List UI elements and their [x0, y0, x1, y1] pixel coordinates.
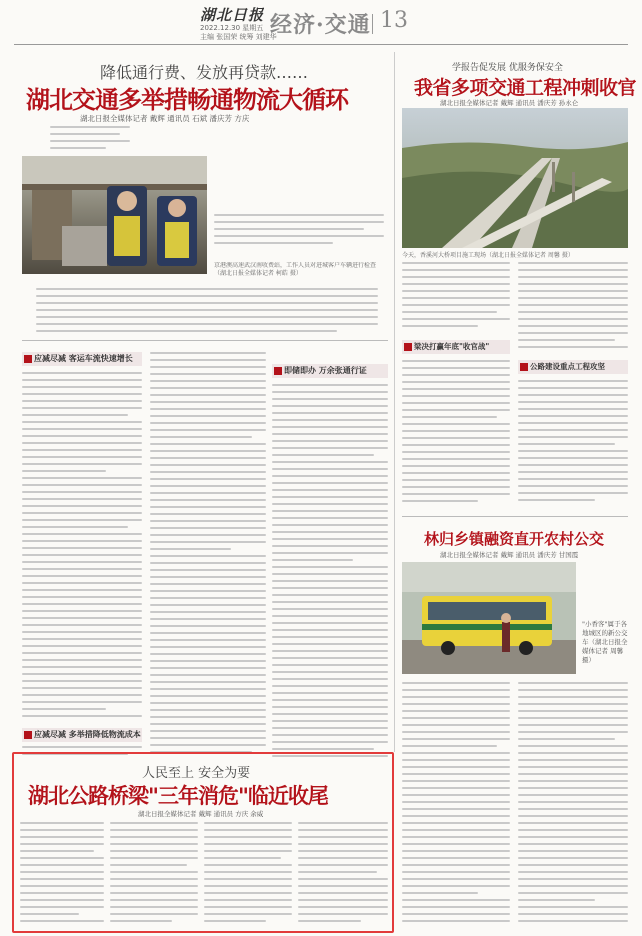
right-top-col-1b — [402, 360, 510, 512]
subhead-1-text: 应减尽减 客运车流快速增长 — [34, 354, 133, 363]
issue-date: 2022.12.30 星期五 — [200, 24, 264, 32]
subhead-marker — [24, 731, 32, 739]
bus-headline: 林归乡镇融资直开农村公交 — [424, 530, 605, 548]
boxed-byline: 湖北日报全媒体记者 戴辉 通讯员 方庆 余威 — [138, 810, 264, 818]
bus-photo-caption: "小香客"属于各地城区的新公交车（湖北日报全媒体记者 周馨 摄） — [582, 620, 628, 664]
boxed-col-3 — [204, 822, 292, 930]
column-divider — [394, 52, 395, 752]
right-subhead-2 — [518, 360, 628, 374]
subhead-marker — [274, 367, 282, 375]
main-col-3-text — [272, 384, 388, 762]
main-col-2-text — [150, 352, 266, 762]
boxed-col-2 — [110, 822, 198, 930]
right-top-headline: 我省多项交通工程冲刺收官 — [414, 77, 637, 99]
boxed-headline: 湖北公路桥梁"三年消危"临近收尾 — [28, 784, 328, 808]
paper-name: 湖北日报 — [200, 6, 265, 24]
section-title: 经济·交通 — [270, 12, 371, 38]
main-kicker: 降低通行费、发放再贷款…… — [100, 63, 309, 82]
right-top-col-2 — [518, 262, 628, 354]
right-top-col-2b — [518, 380, 628, 512]
main-photo-caption: 京港澳高速武汉南收费站，工作人员对进城客户车辆进行检查（湖北日报全媒体记者 柯皓 摄） — [214, 262, 377, 277]
main-subhead-2 — [272, 364, 388, 378]
right-subhead-1-text: 梁决打赢年底"收官战" — [414, 342, 490, 351]
boxed-col-1 — [20, 822, 104, 930]
right-top-byline: 湖北日报全媒体记者 戴辉 通讯员 潘庆芳 孙永仑 — [440, 99, 579, 107]
main-subhead-1 — [22, 352, 142, 366]
main-photo — [22, 156, 207, 274]
bridge-photo — [402, 108, 628, 248]
bridge-photo-caption: 今天，香溪河大桥项目施工现场（湖北日报全媒体记者 周馨 摄） — [402, 252, 574, 259]
boxed-story-frame[interactable] — [12, 752, 394, 933]
lead-rule — [22, 340, 388, 341]
subhead-marker — [24, 355, 32, 363]
main-byline: 湖北日报全媒体记者 戴辉 通讯员 石斌 潘庆芳 方庆 — [80, 114, 250, 123]
right-top-tagline: 学报告促发展 优服务保安全 — [452, 63, 563, 73]
subhead-3-text: 应减尽减 多举措降低物流成本 — [34, 730, 141, 739]
subhead-marker — [520, 363, 528, 371]
bus-col-1 — [402, 682, 510, 932]
toll-station-scene — [22, 156, 207, 274]
bus-byline: 湖北日报全媒体记者 戴辉 通讯员 潘庆芳 甘国霞 — [440, 551, 579, 559]
intro-text — [50, 126, 130, 160]
bus-photo — [402, 562, 576, 674]
masthead — [0, 0, 642, 44]
masthead-rule — [14, 44, 628, 45]
main-headline: 湖北交通多举措畅通物流大循环 — [26, 86, 348, 114]
section-divider — [372, 14, 373, 34]
right-subhead-2-text: 公路建设重点工程攻坚 — [530, 362, 605, 371]
rural-bus-scene — [402, 562, 576, 674]
main-col-1-text — [22, 372, 142, 724]
bus-col-2 — [518, 682, 628, 932]
lead-paragraph — [36, 288, 378, 342]
boxed-col-4 — [298, 822, 388, 930]
main-subhead-3 — [22, 728, 142, 742]
editor-line: 主编 张国荣 统筹 刘建华 — [200, 33, 277, 41]
right-section-rule — [402, 516, 628, 517]
right-top-col-1 — [402, 262, 510, 334]
photo-caption-text — [214, 214, 384, 260]
boxed-kicker: 人民至上 安全为要 — [142, 766, 251, 781]
bridge-aerial-scene — [402, 108, 628, 248]
subhead-2-text: 即储即办 万余张通行证 — [284, 366, 367, 375]
page-number: 13 — [380, 8, 408, 33]
subhead-marker — [404, 343, 412, 351]
right-subhead-1 — [402, 340, 510, 354]
